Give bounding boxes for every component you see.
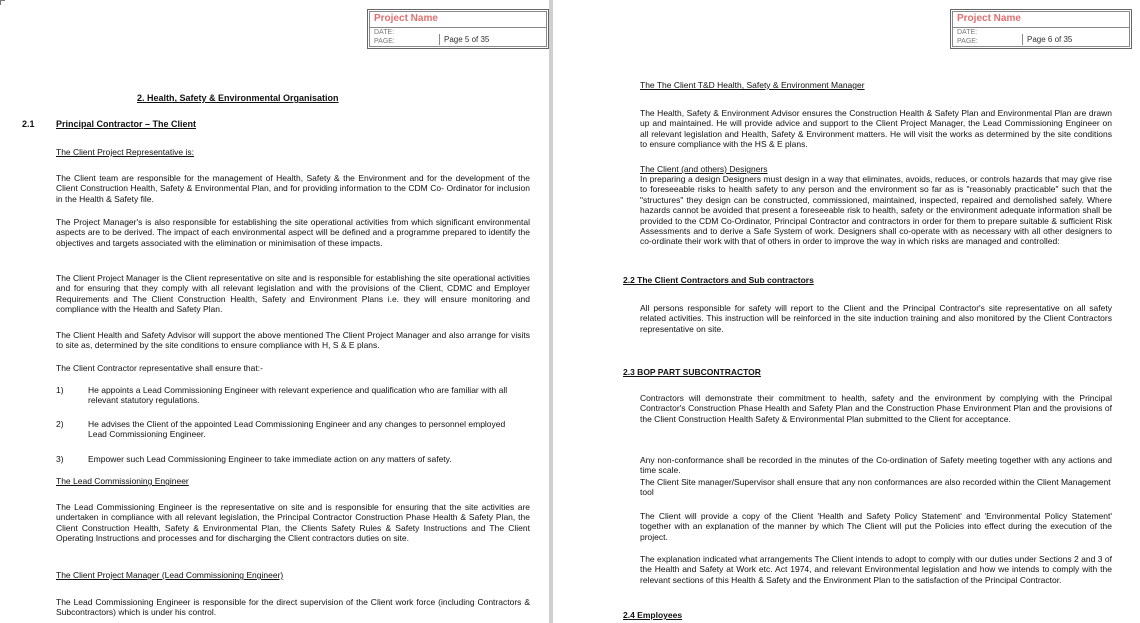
paragraph: All persons responsible for safety will report to the Client and the Principal Contractor's site representative on all safety related activities. This instruction will be reinforced in the site induction training and also monitored by the Client Contractors representative on site.	[640, 303, 1112, 334]
section-heading: 2.4 Employees	[623, 610, 683, 620]
paragraph: Contractors will demonstrate their commitment to health, safety and the environment by complying with the Principal Contractor's Construction Phase Health and Safety Plan and the Construction Phase Environment Plan and the provisions of the Client Construction Health Safety & Environmental Plan submitted to the Client for acceptance.	[640, 393, 1112, 424]
header-box	[950, 9, 1132, 49]
paragraph: The Client Project Manager is the Client representative on site and is responsible for establishing the site operational activities and for ensuring that they comply with all relevant legislation and with the provisions of the Client, CDMC and Employer Requirements and The Client Construction Health, Safety and Environment Plans i.e. they will ensure monitoring and compliance with the Health and Safety Plan.	[56, 273, 530, 315]
paragraph: The Client Site manager/Supervisor shall ensure that any non conformances are also recorded within the Client Management tool	[640, 477, 1111, 498]
document-page-right[interactable]	[553, 0, 1140, 623]
project-name: Project Name	[370, 12, 546, 28]
project-name: Project Name	[953, 12, 1129, 28]
section-heading: Principal Contractor – The Client	[56, 119, 197, 129]
subheading: The Client (and others) Designers	[640, 164, 768, 174]
list-number: 2)	[56, 419, 64, 429]
page-number: Page 6 of 35	[1022, 34, 1129, 45]
paragraph: In preparing a design Designers must design in a way that eliminates, avoids, reduces, or controls hazards that may give rise to foreseeable risks to health safety to any person and the environment so far as is "reasonably practicable" such that the "structures" they design can be constructed, commissioned, maintained, inspected, repaired and demolished safely. Where hazards cannot be avoided that present a foreseeable risk to health, safety or the environment adequate information shall be provided to the CDM Co-Ordinator, Principal Contractor and contractors in order for them to prepare suitable & sufficient Risk Assessments and to derive a Safe System of work. Designers shall co-operate with as necessary with all other designers to co-ordinate their work with that of others in order to improve the way in which risks are managed and controlled:	[640, 174, 1112, 247]
list-number: 1)	[56, 385, 64, 395]
paragraph: The Health, Safety & Environment Advisor ensures the Construction Health & Safety Plan and Environmental Plan are drawn up and maintained. He will provide advice and support to the Client Project Manager, the Lead Commissioning Engineer on all relevant legislation and Health, Safety & Environment matters. He will visit the works as determined by the site conditions to ensure compliance with the HS & E plans.	[640, 108, 1112, 150]
subheading: The The Client T&D Health, Safety & Environment Manager	[640, 80, 865, 90]
paragraph: The Client Contractor representative shall ensure that:-	[56, 363, 263, 373]
list-item: He appoints a Lead Commissioning Engineer with relevant experience and qualification who are familiar with all relevant statutory regulations.	[88, 385, 508, 406]
date-label: DATE:	[374, 29, 395, 36]
page-label: PAGE:	[957, 38, 978, 45]
section-heading: 2.3 BOP PART SUBCONTRACTOR	[623, 367, 761, 377]
section-heading: 2.2 The Client Contractors and Sub contractors	[623, 275, 814, 285]
paragraph: The Client team are responsible for the management of Health, Safety & the Environment and for the development of the Client Construction Health, Safety & Environmental Plan, and for providing information to the CDM Co- Ordinator for inclusion in the Health & Safety file.	[56, 173, 530, 204]
paragraph: The Client will provide a copy of the Client 'Health and Safety Policy Statement' and 'Environmental Policy Statement' together with an explanation of the manner by which The Client will put the Policies into effect during the execution of the project.	[640, 511, 1112, 542]
section-number: 2.1	[22, 119, 35, 129]
paragraph: The Lead Commissioning Engineer is responsible for the direct supervision of the Client work force (including Contractors & Subcontractors) which is under his control.	[56, 597, 530, 618]
paragraph: The Project Manager's is also responsible for establishing the site operational activities from which significant environmental aspects are to be derived. The impact of each environmental aspect will be defined and a programme prepared to identify the objectives and targets associated with the elimination or minimisation of these impacts.	[56, 217, 530, 248]
subheading: The Client Project Representative is:	[56, 147, 194, 157]
paragraph: The explanation indicated what arrangements The Client intends to adopt to comply with our duties under Sections 2 and 3 of the Health and Safety at Work etc. Act 1974, and relevant Environmental legislation and how we intends to comply with the relevant sections of this Health & Safety and the Environment Plan to the satisfaction of the Principal Contractor.	[640, 554, 1112, 585]
header-box	[367, 9, 549, 49]
date-label: DATE:	[957, 29, 978, 36]
page-label: PAGE:	[374, 38, 395, 45]
paragraph: The Client Health and Safety Advisor will support the above mentioned The Client Project Manager and also arrange for visits to site as, determined by the site conditions to ensure compliance with H, S & E plans.	[56, 330, 530, 351]
subheading: The Client Project Manager (Lead Commissioning Engineer)	[56, 570, 284, 580]
list-item: Empower such Lead Commissioning Engineer to take immediate action on any matters of safety.	[88, 454, 452, 464]
paragraph: Any non-conformance shall be recorded in the minutes of the Co-ordination of Safety meeting together with any actions and time scale.	[640, 455, 1112, 476]
paragraph: The Lead Commissioning Engineer is the representative on site and is responsible for ensuring that the site activities are undertaken in compliance with all relevant legislation, the Principal Contractor Construction Phase Health & Safety Plan, the Client Construction Health, Safety & Environmental Plan, the Clients Safety Rules & Safety Instructions and The Client Operating Instructions and processes and for discharging the Client contractors duties on site.	[56, 502, 530, 544]
page-number: Page 5 of 35	[439, 34, 546, 45]
section-title: 2. Health, Safety & Environmental Organisation	[137, 93, 339, 103]
subheading: The Lead Commissioning Engineer	[56, 476, 189, 486]
list-item: He advises the Client of the appointed Lead Commissioning Engineer and any changes to personnel employed Lead Commissioning Engineer.	[88, 419, 506, 440]
list-number: 3)	[56, 454, 64, 464]
document-page-left[interactable]	[0, 0, 549, 623]
corner-mark	[0, 0, 5, 5]
